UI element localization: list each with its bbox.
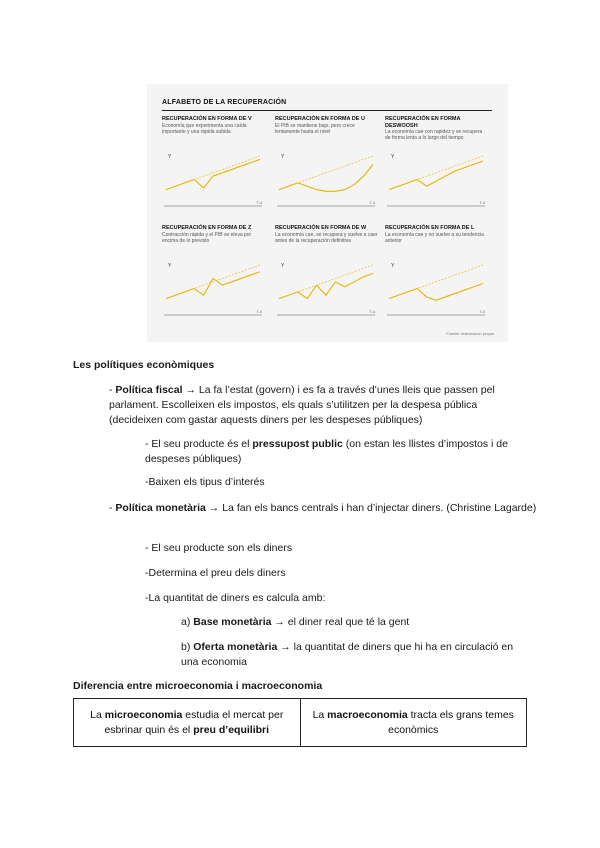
table-cell-micro [74,699,300,746]
panel-description: Economía que experimenta una caída importante y una rápida subida [162,123,247,135]
panel-description: La economía cae y no vuelve a su tendencia anterior [385,232,484,244]
fiscal-item-budget [145,437,530,467]
axis-end-label: T-4 [479,309,485,314]
fiscal-policy-paragraph [109,383,529,428]
text-fragment: estudia el mercat per esbrinar quin és el [104,708,284,736]
recovery-alphabet-figure [147,84,508,342]
monetary-base-item [181,615,409,630]
comparison-table [73,698,527,747]
monetary-policy-text: La fan els bancs centrals i han d’injectar diners. (Christine Lagarde) [222,502,537,514]
section-heading-policies: Les polítiques econòmiques [73,359,215,371]
chart-swoosh [385,116,489,216]
series-line [389,161,483,190]
panel-description: La economía cae, se recupera y vuelve a caer antes de la recuperación definitiva [275,232,378,244]
cell-text [309,708,519,738]
text-fragment: a) [181,616,194,628]
series-line [389,283,483,300]
chart-l [385,225,489,325]
monetary-base-term: Base monetària [193,616,272,628]
bullet-dash: - [109,502,116,514]
panel-l [385,225,489,325]
money-supply-term: Oferta monetària [193,641,278,653]
panel-title: RECUPERACIÓN EN FORMA DE Z [162,225,252,231]
money-supply-item [181,640,531,670]
series-line [166,272,260,299]
panel-title: RECUPERACIÓN EN FORMA DE L [385,225,475,231]
axis-end-label: T-4 [369,200,375,205]
arrow: → [205,502,223,514]
chart-z [162,225,266,325]
section-heading-micro-macro: Diferencia entre microeconomia i macroeconomia [73,680,323,692]
panel-title: RECUPERACIÓN EN FORMA DE U [275,116,365,122]
text-fragment: La [90,708,105,721]
table-cell-macro [300,699,527,746]
fiscal-policy-label: Política fiscal [115,384,183,396]
axis-label: Y [391,263,395,269]
figure-source: Fuente: elaboración propia [446,331,494,336]
bullet-dash: - [109,384,116,396]
axis-label: Y [168,154,172,160]
text-fragment: La [312,708,328,721]
figure-title: ALFABETO DE LA RECUPERACIÓN [162,99,287,106]
cell-text [82,708,292,738]
panel-swoosh [385,116,489,216]
monetary-policy-label: Política monetària [115,502,206,514]
fiscal-item-interest: -Baixen els tipus d’interés [145,476,265,488]
equilibrium-price-term: preu d’equilibri [193,723,270,736]
axis-label: Y [391,154,395,160]
panel-description: La economía cae con rapidez y se recupera de forma lenta a lo largo del tiempo [385,129,483,141]
axis-label: Y [281,263,285,269]
micro-term: microeconomia [104,708,183,721]
panel-v [162,116,266,216]
monetary-item-product: - El seu producte son els diners [145,542,293,554]
panel-z [162,225,266,325]
series-line [279,164,373,191]
monetary-policy-paragraph [73,501,538,516]
axis-end-label: T-4 [369,309,375,314]
text-fragment: b) [181,641,194,653]
figure-divider [162,110,492,111]
panel-u [275,116,379,216]
axis-end-label: T-4 [256,309,262,314]
monetary-item-price: -Determina el preu dels diners [145,567,286,579]
monetary-item-quantity: -La quantitat de diners es calcula amb: [145,592,326,604]
axis-end-label: T-4 [256,200,262,205]
text-fragment: → el diner real que té la gent [271,616,410,628]
chart-u [275,116,379,216]
axis-end-label: T-4 [479,200,485,205]
budget-term: pressupost public [252,438,343,450]
panel-description: El PIB se mantiene bajo, pero crece lentamente hasta el nivel [275,123,355,135]
series-line [166,159,260,189]
panel-title: RECUPERACIÓN EN FORMA DESWOOSH [385,116,461,129]
series-line [279,273,373,298]
panel-title: RECUPERACIÓN EN FORMA DE V [162,116,252,122]
panel-w [275,225,379,325]
arrow: → [182,384,199,396]
macro-term: macroeconomia [327,708,408,721]
fiscal-policy-text: La fa l’estat (govern) i es fa a través d’unes lleis que passen pel parlament. Escolleixen els impostos, els quals s’utilitzen per la despesa pública (decideixen com gastar aquests diners per les despeses públiques) [109,384,495,426]
text-fragment: (on estan les llistes d’impostos i de despeses públiques) [145,438,508,465]
panel-description: Contracción rápida y el PIB se eleva por encima de lo previsto [162,232,252,244]
text-fragment: tracta els grans temes econòmics [388,708,514,736]
text-fragment: - El seu producte és el [145,438,253,450]
axis-label: Y [281,154,285,160]
text-fragment: → la quantitat de diners que hi ha en circulació en una economia [181,641,514,668]
axis-label: Y [168,263,172,269]
chart-v [162,116,266,216]
chart-w [275,225,379,325]
panel-title: RECUPERACIÓN EN FORMA DE W [275,225,367,231]
